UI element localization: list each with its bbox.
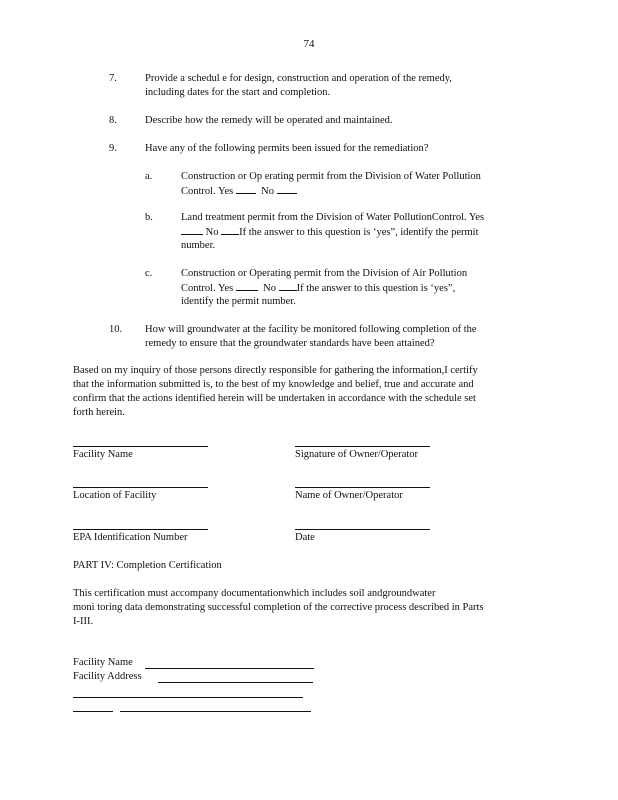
no-blank (277, 184, 297, 194)
part-iv-text: I-III. (73, 616, 94, 627)
permit-text: If the answer to this question is ‘yes”, identify the permit (239, 227, 479, 238)
owner-name-line[interactable] (295, 487, 430, 488)
part-iv-facility-name-label: Facility Name (73, 657, 133, 668)
yes-blank (236, 184, 256, 194)
date-line[interactable] (295, 529, 430, 530)
permit-text-line (181, 225, 531, 240)
certification-line: that the information submitted is, to the best of my knowledge and belief, true and accurate and (73, 379, 474, 390)
item-text: Have any of the following permits been issued for the remediation? (145, 143, 429, 154)
item-text: How will groundwater at the facility be monitored following completion of the (145, 324, 477, 335)
certification-line: confirm that the actions identified herein will be undertaken in accordance with the schedule set (73, 393, 476, 404)
facility-name-label: Facility Name (73, 449, 133, 460)
address-line-3a[interactable] (73, 711, 113, 712)
owner-name-label: Name of Owner/Operator (295, 490, 403, 501)
certification-line: Based on my inquiry of those persons directly responsible for gathering the information,I certify (73, 365, 478, 376)
location-label: Location of Facility (73, 490, 157, 501)
permit-text: Control. Yes (181, 186, 234, 197)
part-iv-heading: PART IV: Completion Certification (73, 560, 222, 571)
location-line[interactable] (73, 487, 208, 488)
permit-text: Land treatment permit from the Division of Water PollutionControl. Yes (181, 212, 485, 223)
permit-text: Control. Yes (181, 283, 234, 294)
permit-letter: a. (145, 171, 153, 182)
date-label: Date (295, 532, 315, 543)
permit-letter: b. (145, 212, 153, 223)
page-number: 74 (303, 38, 315, 50)
signature-label: Signature of Owner/Operator (295, 449, 419, 460)
signature-line[interactable] (295, 446, 430, 447)
permit-text-line (181, 184, 531, 199)
permit-text-line (181, 281, 531, 296)
permit-text: No (263, 283, 276, 294)
item-text: including dates for the start and completion. (145, 87, 331, 98)
facility-name-line[interactable] (73, 446, 208, 447)
permit-text: number. (181, 240, 216, 251)
address-line-2[interactable] (73, 697, 303, 698)
permit-text: Construction or Op erating permit from the Division of Water Pollution (181, 171, 481, 182)
certification-line: forth herein. (73, 407, 125, 418)
item-text: Provide a schedul e for design, construction and operation of the remedy, (145, 73, 452, 84)
part-iv-text: moni toring data demonstrating successful completion of the corrective process described in Parts (73, 602, 484, 613)
permit-text: Construction or Operating permit from the Division of Air Pollution (181, 268, 468, 279)
item-text: remedy to ensure that the groundwater standards have been attained? (145, 338, 435, 349)
no-blank (221, 225, 239, 235)
yes-blank (181, 225, 203, 235)
yes-blank (236, 281, 258, 291)
item-text: Describe how the remedy will be operated and maintained. (145, 115, 393, 126)
permit-text: identify the permit number. (181, 296, 296, 307)
epa-id-label: EPA Identification Number (73, 532, 188, 543)
item-number: 9. (109, 143, 117, 154)
permit-letter: c. (145, 268, 153, 279)
permit-text: No (205, 227, 219, 238)
part-iv-facility-name-line[interactable] (145, 668, 314, 669)
item-number: 10. (109, 324, 123, 335)
address-line-3b[interactable] (120, 711, 311, 712)
no-blank (279, 281, 297, 291)
part-iv-facility-address-label: Facility Address (73, 671, 142, 682)
permit-text: If the answer to this question is ‘yes”, (296, 283, 456, 294)
epa-id-line[interactable] (73, 529, 208, 530)
item-number: 7. (109, 73, 117, 84)
item-number: 8. (109, 115, 117, 126)
part-iv-facility-address-line[interactable] (158, 682, 313, 683)
part-iv-text: This certification must accompany documentationwhich includes soil andgroundwater (73, 588, 436, 599)
permit-text: No (261, 186, 274, 197)
